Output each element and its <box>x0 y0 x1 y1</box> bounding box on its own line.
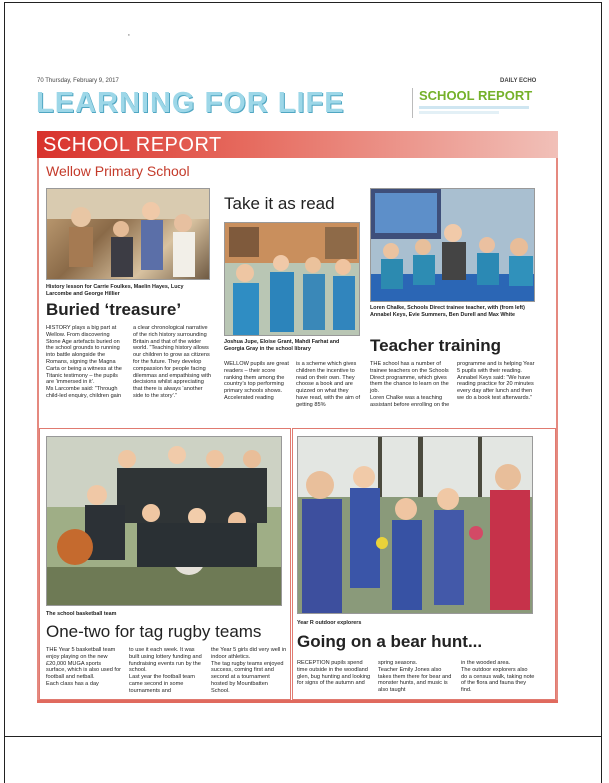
page-bottom-margin <box>4 737 602 783</box>
article4-col3b-text: The tag rugby teams enjoyed success, coming first and second at a tournament hosted by Mountbatten School. <box>211 660 284 694</box>
outdoor-photo-caption: Year R outdoor explorers <box>297 620 362 626</box>
article4-col1b-text: Each class has a day <box>46 680 99 687</box>
banner-school-report-text: SCHOOL REPORT <box>419 88 533 103</box>
banner-school-report-logo <box>412 88 536 118</box>
tag-rugby-headline: One-two for tag rugby teams <box>46 622 262 641</box>
article1-column-2: a clear chronological narrative of the rich history surrounding Britain and that of the wider world. “Teaching history allows our children to grow as citizens for the future. They develop compassion for people facing dilemmas and empathising with decisions whilst appreciating that there is always ‘another side to the story’.” <box>133 325 212 399</box>
article5-col3b-text: The outdoor explorers also do a census walk, taking note of the flora and fauna they find. <box>461 666 535 694</box>
article5-col3-text: in the wooded area. <box>461 660 511 666</box>
section-bottom-border <box>37 700 558 703</box>
banner-decoration-icon <box>419 103 529 117</box>
children-photo-icon <box>47 189 210 280</box>
classroom-children-icon <box>371 189 535 302</box>
section-right-border <box>556 158 558 703</box>
basketball-photo-caption: The school basketball team <box>46 611 117 617</box>
folio-paper-name: DAILY ECHO <box>500 78 537 84</box>
teacher-training-headline: Teacher training <box>370 336 501 355</box>
article4-col2b-text: Last year the football team came second in some tournaments and <box>129 674 195 694</box>
basketball-team-icon <box>47 437 282 606</box>
stray-mark: ‚ <box>128 28 130 37</box>
banner-title: LEARNING FOR LIFE <box>36 86 345 119</box>
section-title: SCHOOL REPORT <box>43 134 222 156</box>
article3-col2b-text: Annabel Keys said: “We have reading practice for 20 minutes every day after lunch and then we do a book test afterwards.” <box>457 374 534 401</box>
article1-column-1 <box>46 325 124 400</box>
take-it-as-read-headline: Take it as read <box>224 194 335 213</box>
article4-col3-text: the Year 5 girls did very well in indoor athletics. <box>211 647 287 660</box>
basketball-team-photo <box>46 436 282 606</box>
outdoor-explorers-photo <box>297 436 533 614</box>
page-banner <box>36 86 536 120</box>
article1-col1b-text: Ms Larcombe said: “Through child-led enquiry, children gain <box>46 386 122 399</box>
history-lesson-photo <box>46 188 210 280</box>
article2-col1b-text: Accelerated reading <box>224 394 274 401</box>
article5-column-3 <box>461 660 535 694</box>
library-children-icon <box>225 223 360 336</box>
article5-col2b-text: Teacher Emily Jones also takes them there for bear and monster hunts, and music is also taught <box>378 666 452 694</box>
article4-col1-text: THE Year 5 basketball team enjoy playing on the new £20,000 MUGA sports surface, which is also used for football and netball. <box>46 647 121 681</box>
article2-column-2: is a scheme which gives children the incentive to read on their own. They choose a book and are quizzed on what they have read, with the aim of getting 85% <box>296 361 361 408</box>
article3-col1-text: THE school has a number of trainee teachers on the Schools Direct programme, which gives them the chance to learn on the job. <box>370 361 449 395</box>
teacher-training-photo <box>370 188 535 302</box>
article3-col1b-text: Loren Chalke was a teaching assistant before enrolling on the <box>370 394 450 408</box>
article3-column-1 <box>370 361 450 409</box>
article5-column-1: RECEPTION pupils spend time outside in the woodland glen, bug hunting and looking for signs of the autumn and <box>297 660 371 687</box>
article5-column-2 <box>378 660 454 694</box>
school-name: Wellow Primary School <box>46 163 190 179</box>
article3-column-2 <box>457 361 539 402</box>
buried-treasure-headline: Buried ‘treasure’ <box>46 300 182 319</box>
section-header-bar <box>37 131 558 158</box>
article4-col2-text: to use it each week. It was built using lottery funding and fundraising events run by the school. <box>129 647 202 674</box>
bear-hunt-headline: Going on a bear hunt... <box>297 632 483 651</box>
library-photo <box>224 222 360 336</box>
article2-column-1 <box>224 361 290 402</box>
article1-col1-text: HISTORY plays a big part at Wellow. From discovering Stone Age artefacts buried on the school grounds to running into battle alongside the Romans, signing the Magna Carta or being a witness at the Titanic testimony – the pupils are ‘immersed in it’. <box>46 325 122 386</box>
article2-col1-text: WELLOW pupils are great readers – their score ranking them among the country’s top performing primary schools shows. <box>224 361 289 395</box>
article3-col2-text: programme and is helping Year 5 pupils with their reading. <box>457 361 535 374</box>
folio-date: 70 Thursday, February 9, 2017 <box>37 78 119 84</box>
article4-column-1 <box>46 647 121 688</box>
history-photo-caption: History lesson for Carrie Foulkes, Maelin Hayes, Lucy Larcombe and George Hillier <box>46 284 184 297</box>
article5-col2-text: spring seasons. <box>378 660 418 666</box>
teacher-training-caption: Loren Chalke, Schools Direct trainee teacher, with (from left) Annabel Keys, Evie Summers, Ben Durell and Max White <box>370 305 525 318</box>
article4-column-3 <box>211 647 287 695</box>
outdoor-children-icon <box>298 437 533 614</box>
article4-column-2 <box>129 647 205 695</box>
library-photo-caption: Joshua Jupe, Eloise Grant, Mahdi Farhat and Georgia Gray in the school library <box>224 339 340 352</box>
